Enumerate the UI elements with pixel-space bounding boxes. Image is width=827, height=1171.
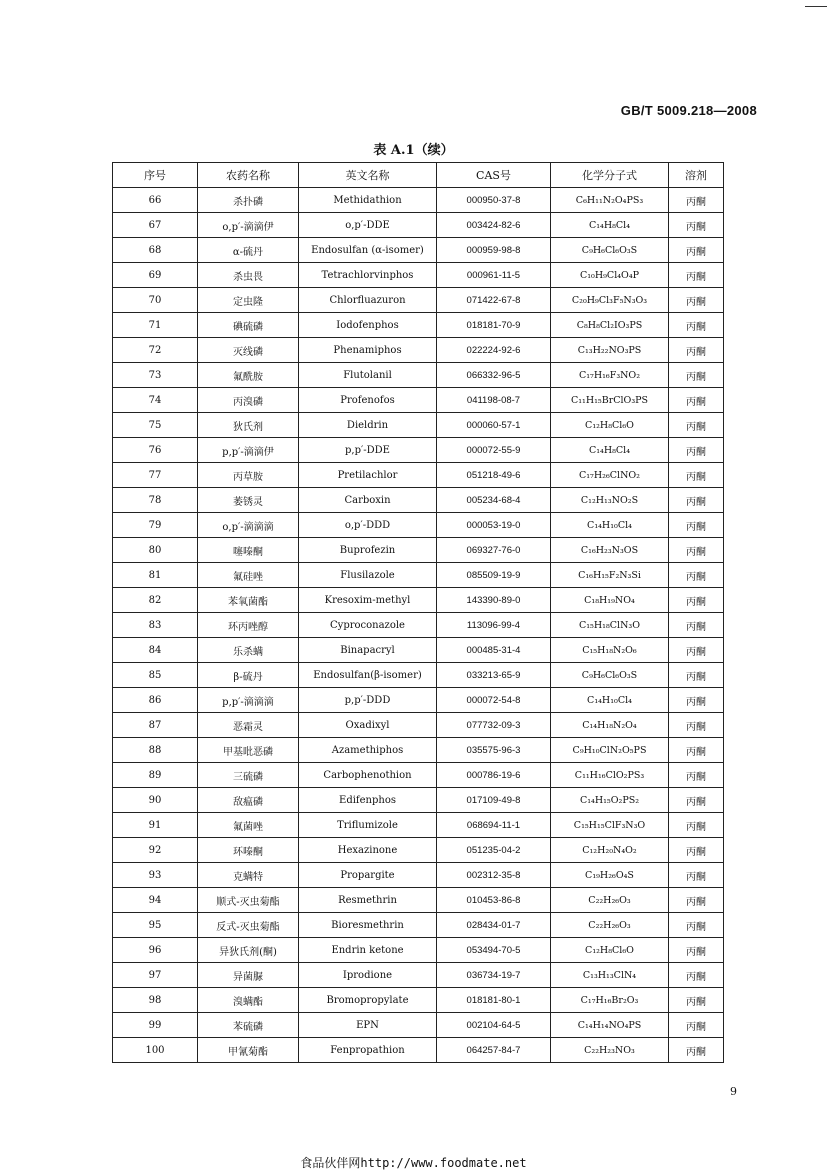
cell-solvent: 丙酮 xyxy=(669,763,724,788)
cell-cn-name: 氟硅唑 xyxy=(198,563,299,588)
cell-no: 79 xyxy=(113,513,198,538)
cell-cas: 000072-54-8 xyxy=(437,688,551,713)
cell-no: 74 xyxy=(113,388,198,413)
cell-en-name: p,p′-DDD xyxy=(299,688,437,713)
cell-solvent: 丙酮 xyxy=(669,738,724,763)
table-row xyxy=(113,313,724,338)
cell-en-name: Pretilachlor xyxy=(299,463,437,488)
cell-cn-name: 甲氰菊酯 xyxy=(198,1038,299,1063)
table-row xyxy=(113,338,724,363)
cell-solvent: 丙酮 xyxy=(669,513,724,538)
cell-no: 92 xyxy=(113,838,198,863)
table-row xyxy=(113,713,724,738)
cell-solvent: 丙酮 xyxy=(669,888,724,913)
cell-en-name: o,p′-DDE xyxy=(299,213,437,238)
cell-cas: 005234-68-4 xyxy=(437,488,551,513)
cell-solvent: 丙酮 xyxy=(669,538,724,563)
cell-cas: 022224-92-6 xyxy=(437,338,551,363)
cell-en-name: Methidathion xyxy=(299,188,437,213)
cell-cas: 053494-70-5 xyxy=(437,938,551,963)
cell-no: 93 xyxy=(113,863,198,888)
table-row xyxy=(113,413,724,438)
cell-cas: 071422-67-8 xyxy=(437,288,551,313)
cell-solvent: 丙酮 xyxy=(669,313,724,338)
cell-cas: 113096-99-4 xyxy=(437,613,551,638)
cell-cn-name: 苯氧菌酯 xyxy=(198,588,299,613)
cell-cas: 002104-64-5 xyxy=(437,1013,551,1038)
cell-cas: 051235-04-2 xyxy=(437,838,551,863)
cell-no: 72 xyxy=(113,338,198,363)
cell-en-name: Profenofos xyxy=(299,388,437,413)
cell-solvent: 丙酮 xyxy=(669,238,724,263)
table-row xyxy=(113,288,724,313)
cell-solvent: 丙酮 xyxy=(669,638,724,663)
cell-en-name: Fenpropathion xyxy=(299,1038,437,1063)
table-row xyxy=(113,813,724,838)
cell-en-name: Oxadixyl xyxy=(299,713,437,738)
cell-formula: C₁₅H₁₈ClN₃O xyxy=(551,613,669,638)
cell-formula: C₁₆H₂₃N₃OS xyxy=(551,538,669,563)
cell-en-name: p,p′-DDE xyxy=(299,438,437,463)
cell-en-name: Tetrachlorvinphos xyxy=(299,263,437,288)
cell-cas: 085509-19-9 xyxy=(437,563,551,588)
cell-solvent: 丙酮 xyxy=(669,963,724,988)
cell-cn-name: 碘硫磷 xyxy=(198,313,299,338)
table-row xyxy=(113,763,724,788)
cell-cn-name: o,p′-滴滴伊 xyxy=(198,213,299,238)
cell-formula: C₉H₆Cl₆O₃S xyxy=(551,663,669,688)
cell-cn-name: 噻嗪酮 xyxy=(198,538,299,563)
cell-en-name: Carboxin xyxy=(299,488,437,513)
table-row xyxy=(113,663,724,688)
cell-formula: C₁₀H₉Cl₄O₄P xyxy=(551,263,669,288)
cell-solvent: 丙酮 xyxy=(669,913,724,938)
cell-formula: C₁₄H₁₀Cl₄ xyxy=(551,513,669,538)
cell-en-name: Edifenphos xyxy=(299,788,437,813)
cell-solvent: 丙酮 xyxy=(669,463,724,488)
cell-cn-name: 环丙唑醇 xyxy=(198,613,299,638)
cell-no: 66 xyxy=(113,188,198,213)
cell-formula: C₁₄H₁₈N₂O₄ xyxy=(551,713,669,738)
cell-no: 91 xyxy=(113,813,198,838)
footer-watermark: 食品伙伴网http://www.foodmate.net xyxy=(300,1156,527,1170)
cell-cn-name: o,p′-滴滴滴 xyxy=(198,513,299,538)
cell-cn-name: p,p′-滴滴伊 xyxy=(198,438,299,463)
cell-en-name: Buprofezin xyxy=(299,538,437,563)
table-row xyxy=(113,213,724,238)
cell-en-name: Endosulfan (α-isomer) xyxy=(299,238,437,263)
cell-cas: 017109-49-8 xyxy=(437,788,551,813)
table-row xyxy=(113,688,724,713)
cell-solvent: 丙酮 xyxy=(669,413,724,438)
cell-formula: C₁₈H₁₉NO₄ xyxy=(551,588,669,613)
cell-en-name: Triflumizole xyxy=(299,813,437,838)
cell-formula: C₁₂H₁₃NO₂S xyxy=(551,488,669,513)
cell-cn-name: 甲基吡恶磷 xyxy=(198,738,299,763)
cell-cas: 033213-65-9 xyxy=(437,663,551,688)
cell-cas: 000072-55-9 xyxy=(437,438,551,463)
cell-cas: 068694-11-1 xyxy=(437,813,551,838)
cell-solvent: 丙酮 xyxy=(669,838,724,863)
cell-formula: C₂₂H₂₆O₃ xyxy=(551,913,669,938)
cell-formula: C₁₉H₂₆O₄S xyxy=(551,863,669,888)
table-row xyxy=(113,888,724,913)
cell-en-name: Bioresmethrin xyxy=(299,913,437,938)
cell-en-name: Flutolanil xyxy=(299,363,437,388)
cell-en-name: Kresoxim-methyl xyxy=(299,588,437,613)
cell-no: 69 xyxy=(113,263,198,288)
cell-cn-name: 环嗪酮 xyxy=(198,838,299,863)
cell-cn-name: 敌瘟磷 xyxy=(198,788,299,813)
table-row xyxy=(113,488,724,513)
cell-en-name: o,p′-DDD xyxy=(299,513,437,538)
cell-no: 73 xyxy=(113,363,198,388)
cell-cas: 035575-96-3 xyxy=(437,738,551,763)
cell-no: 95 xyxy=(113,913,198,938)
cell-solvent: 丙酮 xyxy=(669,563,724,588)
cell-cas: 036734-19-7 xyxy=(437,963,551,988)
cell-formula: C₉H₆Cl₆O₃S xyxy=(551,238,669,263)
table-row xyxy=(113,613,724,638)
cell-solvent: 丙酮 xyxy=(669,288,724,313)
cell-no: 67 xyxy=(113,213,198,238)
cell-solvent: 丙酮 xyxy=(669,688,724,713)
table-row xyxy=(113,463,724,488)
cell-cn-name: 异狄氏剂(酮) xyxy=(198,938,299,963)
cell-formula: C₁₂H₂₀N₄O₂ xyxy=(551,838,669,863)
cell-cn-name: 苯硫磷 xyxy=(198,1013,299,1038)
cell-solvent: 丙酮 xyxy=(669,188,724,213)
cell-cas: 000060-57-1 xyxy=(437,413,551,438)
cell-no: 100 xyxy=(113,1038,198,1063)
col-header-cn-name: 农药名称 xyxy=(198,163,299,188)
cell-solvent: 丙酮 xyxy=(669,213,724,238)
table-row xyxy=(113,638,724,663)
cell-formula: C₂₂H₂₆O₃ xyxy=(551,888,669,913)
cell-solvent: 丙酮 xyxy=(669,588,724,613)
cell-no: 71 xyxy=(113,313,198,338)
cell-cn-name: 氟菌唑 xyxy=(198,813,299,838)
table-row xyxy=(113,388,724,413)
table-row xyxy=(113,863,724,888)
cell-cas: 000053-19-0 xyxy=(437,513,551,538)
cell-cas: 069327-76-0 xyxy=(437,538,551,563)
cell-no: 89 xyxy=(113,763,198,788)
cell-cas: 002312-35-8 xyxy=(437,863,551,888)
cell-en-name: Iodofenphos xyxy=(299,313,437,338)
cell-formula: C₁₇H₁₆F₃NO₂ xyxy=(551,363,669,388)
cell-formula: C₁₂H₈Cl₆O xyxy=(551,413,669,438)
standard-code: GB/T 5009.218—2008 xyxy=(620,103,757,118)
cell-solvent: 丙酮 xyxy=(669,1013,724,1038)
table-title: 表 A.1（续） xyxy=(373,143,454,158)
cell-formula: C₁₆H₁₅F₂N₃Si xyxy=(551,563,669,588)
cell-solvent: 丙酮 xyxy=(669,788,724,813)
cell-solvent: 丙酮 xyxy=(669,663,724,688)
cell-en-name: Resmethrin xyxy=(299,888,437,913)
cell-formula: C₁₃H₂₂NO₃PS xyxy=(551,338,669,363)
cell-cas: 000485-31-4 xyxy=(437,638,551,663)
cell-cn-name: 杀虫畏 xyxy=(198,263,299,288)
cell-no: 76 xyxy=(113,438,198,463)
cell-solvent: 丙酮 xyxy=(669,488,724,513)
cell-solvent: 丙酮 xyxy=(669,388,724,413)
table-row xyxy=(113,913,724,938)
cell-formula: C₂₂H₂₃NO₃ xyxy=(551,1038,669,1063)
cell-cas: 051218-49-6 xyxy=(437,463,551,488)
cell-cn-name: 定虫隆 xyxy=(198,288,299,313)
cell-formula: C₁₄H₁₀Cl₄ xyxy=(551,688,669,713)
cell-no: 85 xyxy=(113,663,198,688)
cell-formula: C₁₁H₁₅BrClO₃PS xyxy=(551,388,669,413)
cell-no: 90 xyxy=(113,788,198,813)
cell-no: 70 xyxy=(113,288,198,313)
cell-en-name: Propargite xyxy=(299,863,437,888)
cell-formula: C₆H₁₁N₂O₄PS₃ xyxy=(551,188,669,213)
table-row xyxy=(113,988,724,1013)
cell-no: 83 xyxy=(113,613,198,638)
cell-formula: C₉H₁₀ClN₂O₅PS xyxy=(551,738,669,763)
cell-cn-name: 氟酰胺 xyxy=(198,363,299,388)
cell-no: 81 xyxy=(113,563,198,588)
cell-formula: C₁₄H₁₅O₂PS₂ xyxy=(551,788,669,813)
cell-en-name: Iprodione xyxy=(299,963,437,988)
cell-cn-name: 溴螨酯 xyxy=(198,988,299,1013)
cell-cas: 028434-01-7 xyxy=(437,913,551,938)
table-row xyxy=(113,538,724,563)
cell-cn-name: 恶霜灵 xyxy=(198,713,299,738)
cell-solvent: 丙酮 xyxy=(669,438,724,463)
cell-solvent: 丙酮 xyxy=(669,1038,724,1063)
cell-cas: 000959-98-8 xyxy=(437,238,551,263)
cell-solvent: 丙酮 xyxy=(669,813,724,838)
cell-cas: 003424-82-6 xyxy=(437,213,551,238)
col-header-en-name: 英文名称 xyxy=(299,163,437,188)
cell-cn-name: 顺式-灭虫菊酯 xyxy=(198,888,299,913)
cell-cas: 143390-89-0 xyxy=(437,588,551,613)
cell-cn-name: 丙草胺 xyxy=(198,463,299,488)
cell-cas: 018181-80-1 xyxy=(437,988,551,1013)
cell-solvent: 丙酮 xyxy=(669,263,724,288)
cell-cn-name: 乐杀螨 xyxy=(198,638,299,663)
cell-cn-name: 三硫磷 xyxy=(198,763,299,788)
cell-en-name: EPN xyxy=(299,1013,437,1038)
cell-en-name: Azamethiphos xyxy=(299,738,437,763)
cell-en-name: Binapacryl xyxy=(299,638,437,663)
cell-cn-name: 狄氏剂 xyxy=(198,413,299,438)
table-header-row xyxy=(113,163,724,188)
cell-no: 96 xyxy=(113,938,198,963)
cell-formula: C₁₄H₁₄NO₄PS xyxy=(551,1013,669,1038)
cell-cn-name: 反式-灭虫菊酯 xyxy=(198,913,299,938)
cell-formula: C₁₄H₈Cl₄ xyxy=(551,438,669,463)
cell-cn-name: α-硫丹 xyxy=(198,238,299,263)
cell-cas: 010453-86-8 xyxy=(437,888,551,913)
cell-cas: 000786-19-6 xyxy=(437,763,551,788)
cell-solvent: 丙酮 xyxy=(669,363,724,388)
cell-en-name: Cyproconazole xyxy=(299,613,437,638)
cell-solvent: 丙酮 xyxy=(669,938,724,963)
table-row xyxy=(113,1013,724,1038)
cell-formula: C₁₇H₂₆ClNO₂ xyxy=(551,463,669,488)
cell-en-name: Endosulfan(β-isomer) xyxy=(299,663,437,688)
corner-mark xyxy=(805,0,827,7)
cell-no: 77 xyxy=(113,463,198,488)
cell-cn-name: 克螨特 xyxy=(198,863,299,888)
cell-solvent: 丙酮 xyxy=(669,338,724,363)
cell-cn-name: 杀扑磷 xyxy=(198,188,299,213)
cell-cas: 064257-84-7 xyxy=(437,1038,551,1063)
cell-cas: 000961-11-5 xyxy=(437,263,551,288)
cell-cas: 041198-08-7 xyxy=(437,388,551,413)
cell-cn-name: p,p′-滴滴滴 xyxy=(198,688,299,713)
cell-formula: C₁₇H₁₆Br₂O₃ xyxy=(551,988,669,1013)
cell-no: 86 xyxy=(113,688,198,713)
table-row xyxy=(113,588,724,613)
table-row xyxy=(113,1038,724,1063)
col-header-solvent: 溶剂 xyxy=(669,163,724,188)
cell-en-name: Carbophenothion xyxy=(299,763,437,788)
cell-no: 87 xyxy=(113,713,198,738)
cell-solvent: 丙酮 xyxy=(669,988,724,1013)
cell-no: 84 xyxy=(113,638,198,663)
cell-no: 97 xyxy=(113,963,198,988)
cell-formula: C₁₄H₈Cl₄ xyxy=(551,213,669,238)
cell-no: 78 xyxy=(113,488,198,513)
cell-no: 94 xyxy=(113,888,198,913)
cell-formula: C₁₅H₁₅ClF₃N₃O xyxy=(551,813,669,838)
cell-cn-name: 丙溴磷 xyxy=(198,388,299,413)
cell-formula: C₁₃H₁₃ClN₄ xyxy=(551,963,669,988)
cell-en-name: Endrin ketone xyxy=(299,938,437,963)
col-header-no: 序号 xyxy=(113,163,198,188)
cell-no: 75 xyxy=(113,413,198,438)
cell-formula: C₈H₈Cl₂IO₃PS xyxy=(551,313,669,338)
cell-cn-name: 灭线磷 xyxy=(198,338,299,363)
cell-en-name: Chlorfluazuron xyxy=(299,288,437,313)
cell-cas: 077732-09-3 xyxy=(437,713,551,738)
table-row xyxy=(113,838,724,863)
page-number: 9 xyxy=(730,1085,737,1098)
table-row xyxy=(113,238,724,263)
cell-solvent: 丙酮 xyxy=(669,863,724,888)
cell-cas: 066332-96-5 xyxy=(437,363,551,388)
cell-no: 98 xyxy=(113,988,198,1013)
table-row xyxy=(113,438,724,463)
table-row xyxy=(113,263,724,288)
cell-no: 88 xyxy=(113,738,198,763)
col-header-cas: CAS号 xyxy=(437,163,551,188)
cell-cas: 000950-37-8 xyxy=(437,188,551,213)
cell-en-name: Hexazinone xyxy=(299,838,437,863)
cell-no: 99 xyxy=(113,1013,198,1038)
table-row xyxy=(113,788,724,813)
cell-formula: C₁₅H₁₈N₂O₆ xyxy=(551,638,669,663)
cell-en-name: Bromopropylate xyxy=(299,988,437,1013)
table-row xyxy=(113,513,724,538)
cell-no: 68 xyxy=(113,238,198,263)
cell-formula: C₂₀H₉Cl₃F₅N₃O₃ xyxy=(551,288,669,313)
cell-en-name: Phenamiphos xyxy=(299,338,437,363)
cell-no: 80 xyxy=(113,538,198,563)
table-row xyxy=(113,563,724,588)
cell-formula: C₁₁H₁₆ClO₂PS₃ xyxy=(551,763,669,788)
cell-cas: 018181-70-9 xyxy=(437,313,551,338)
table-row xyxy=(113,188,724,213)
cell-solvent: 丙酮 xyxy=(669,713,724,738)
table-row xyxy=(113,938,724,963)
pesticide-table xyxy=(112,162,724,1063)
cell-formula: C₁₂H₈Cl₆O xyxy=(551,938,669,963)
col-header-formula: 化学分子式 xyxy=(551,163,669,188)
table-row xyxy=(113,963,724,988)
cell-cn-name: 萎锈灵 xyxy=(198,488,299,513)
table-body xyxy=(113,188,724,1063)
cell-en-name: Flusilazole xyxy=(299,563,437,588)
cell-cn-name: 异菌脲 xyxy=(198,963,299,988)
cell-no: 82 xyxy=(113,588,198,613)
table-row xyxy=(113,738,724,763)
cell-solvent: 丙酮 xyxy=(669,613,724,638)
table-row xyxy=(113,363,724,388)
cell-cn-name: β-硫丹 xyxy=(198,663,299,688)
cell-en-name: Dieldrin xyxy=(299,413,437,438)
